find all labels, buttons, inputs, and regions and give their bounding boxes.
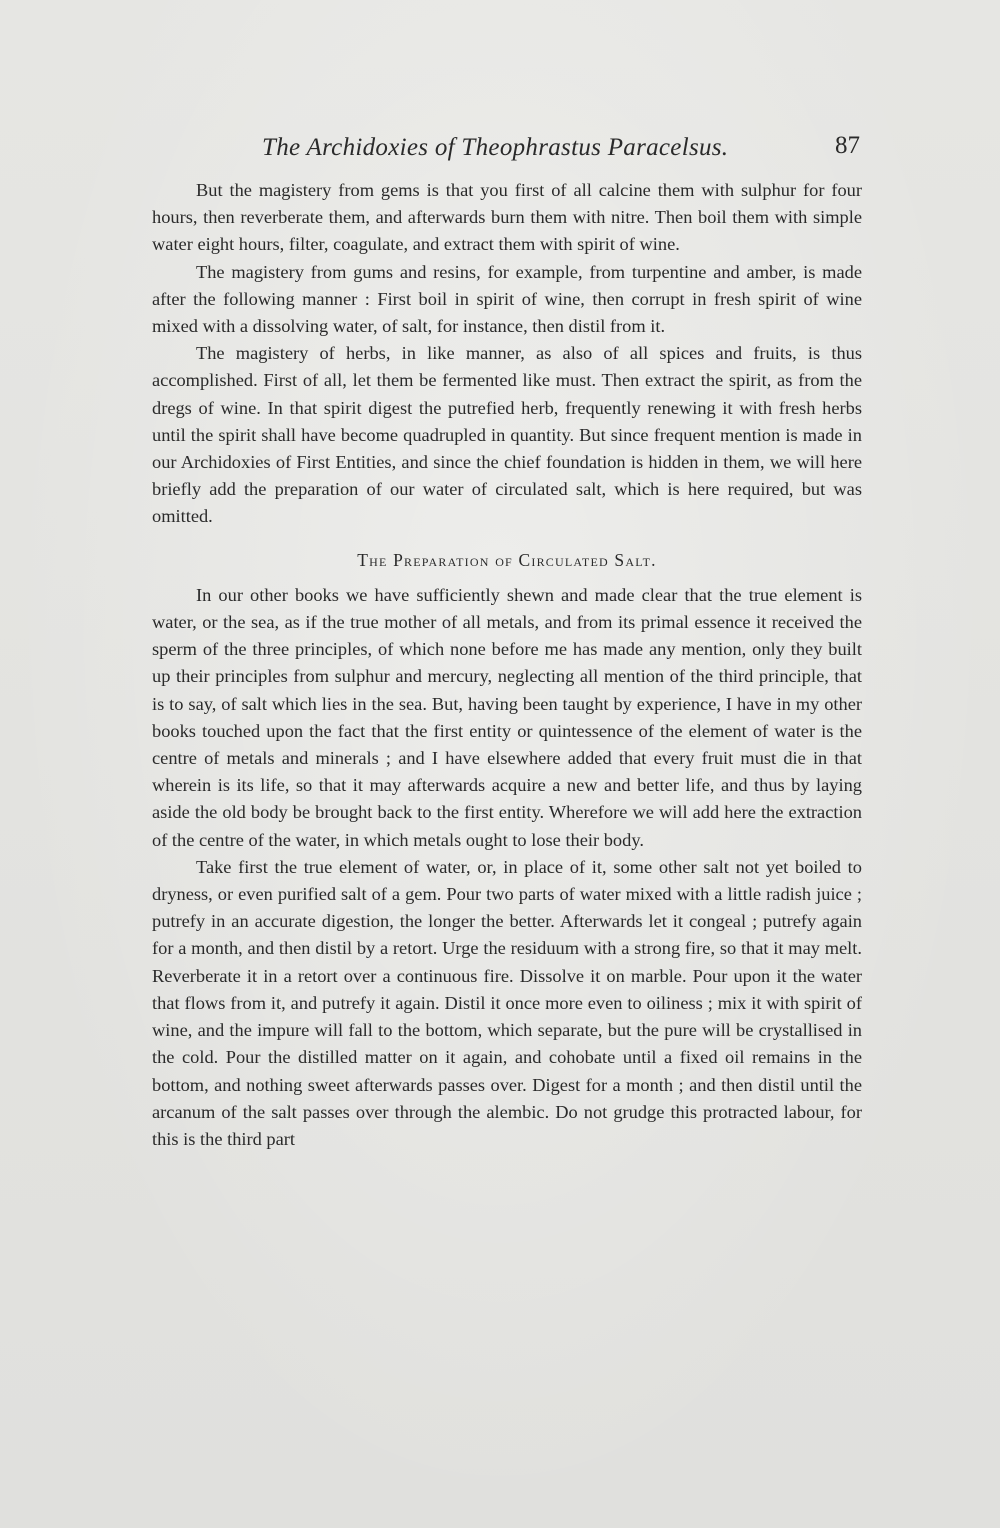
paragraph-take-first: Take first the true element of water, or, in place of it, some other salt not yet boiled to dryness, or even purified salt of a gem. Pour two parts of water mixed with a little radish juice ; putrefy in an accurate digestion, the longer the better. Afterwards let it congeal ; putrefy again for a month, and then distil by a retort. Urge the residuum with a strong fire, so that it may melt. Reverberate it in a retort over a continuous fire. Dissolve it on marble. Pour upon it the water that flows from it, and putrefy it again. Distil it once more even to oiliness ; mix it with spirit of wine, and the impure will fall to the bottom, which separate, but the pure will be crystallised in the cold. Pour the distilled matter on it again, and cohobate until a fixed oil remains in the bottom, and nothing sweet afterwards passes over. Digest for a month ; and then distil until the arcanum of the salt passes over through the alembic. Do not grudge this protracted labour, for this is the third part	[152, 856, 862, 1149]
running-head	[150, 130, 870, 170]
paragraph-gems: But the magistery from gems is that you first of all calcine them with sulphur for four hours, then reverberate them, and afterwards burn them with nitre. Then boil them with simple water eight hours, filter, coagulate, and extract them with spirit of wine.	[152, 180, 862, 255]
paragraph-herbs: The magistery of herbs, in like manner, as also of all spices and fruits, is thus accomplished. First of all, let them be fermented like must. Then extract the spirit, as from the dregs of wine. In that spirit digest the putrefied herb, frequently renewing it with fresh herbs until the spirit shall have become quadrupled in quantity. But since frequent mention is made in our Archidoxies of First Entities, and since the chief foundation is hidden in them, we will here briefly add the preparation of our water of circulated salt, which is here required, but was omitted.	[152, 343, 862, 527]
body-text	[152, 177, 862, 1153]
page-number: 87	[835, 132, 860, 159]
section-heading: The Preparation of Circulated Salt.	[357, 549, 657, 570]
paragraph-gums-resins: The magistery from gums and resins, for example, from turpentine and amber, is made after the following manner : First boil in spirit of wine, then corrupt in fresh spirit of wine mixed with a dissolving water, of salt, for instance, then distil from it.	[152, 261, 862, 337]
paragraph-true-element: In our other books we have sufficiently shewn and made clear that the true element is water, or the sea, as if the true mother of all metals, and from its primal essence it received the sperm of the three principles, of which none before me has made any mention, only they built up their principles from sulphur and mercury, neglecting all mention of the third principle, that is to say, of salt which lies in the sea. But, having been taught by experience, I have in my other books touched upon the fact that the first entity or quintessence of the element of water is the centre of metals and minerals ; and I have elsewhere added that every fruit must die in that wherein is its life, so that it may afterwards acquire a new and better life, and thus by laying aside the old body be brought back to the first entity. Wherefore we will add here the extraction of the centre of the water, in which metals ought to lose their body.	[152, 584, 862, 850]
running-title: The Archidoxies of Theophrastus Paracelsus.	[262, 134, 729, 161]
